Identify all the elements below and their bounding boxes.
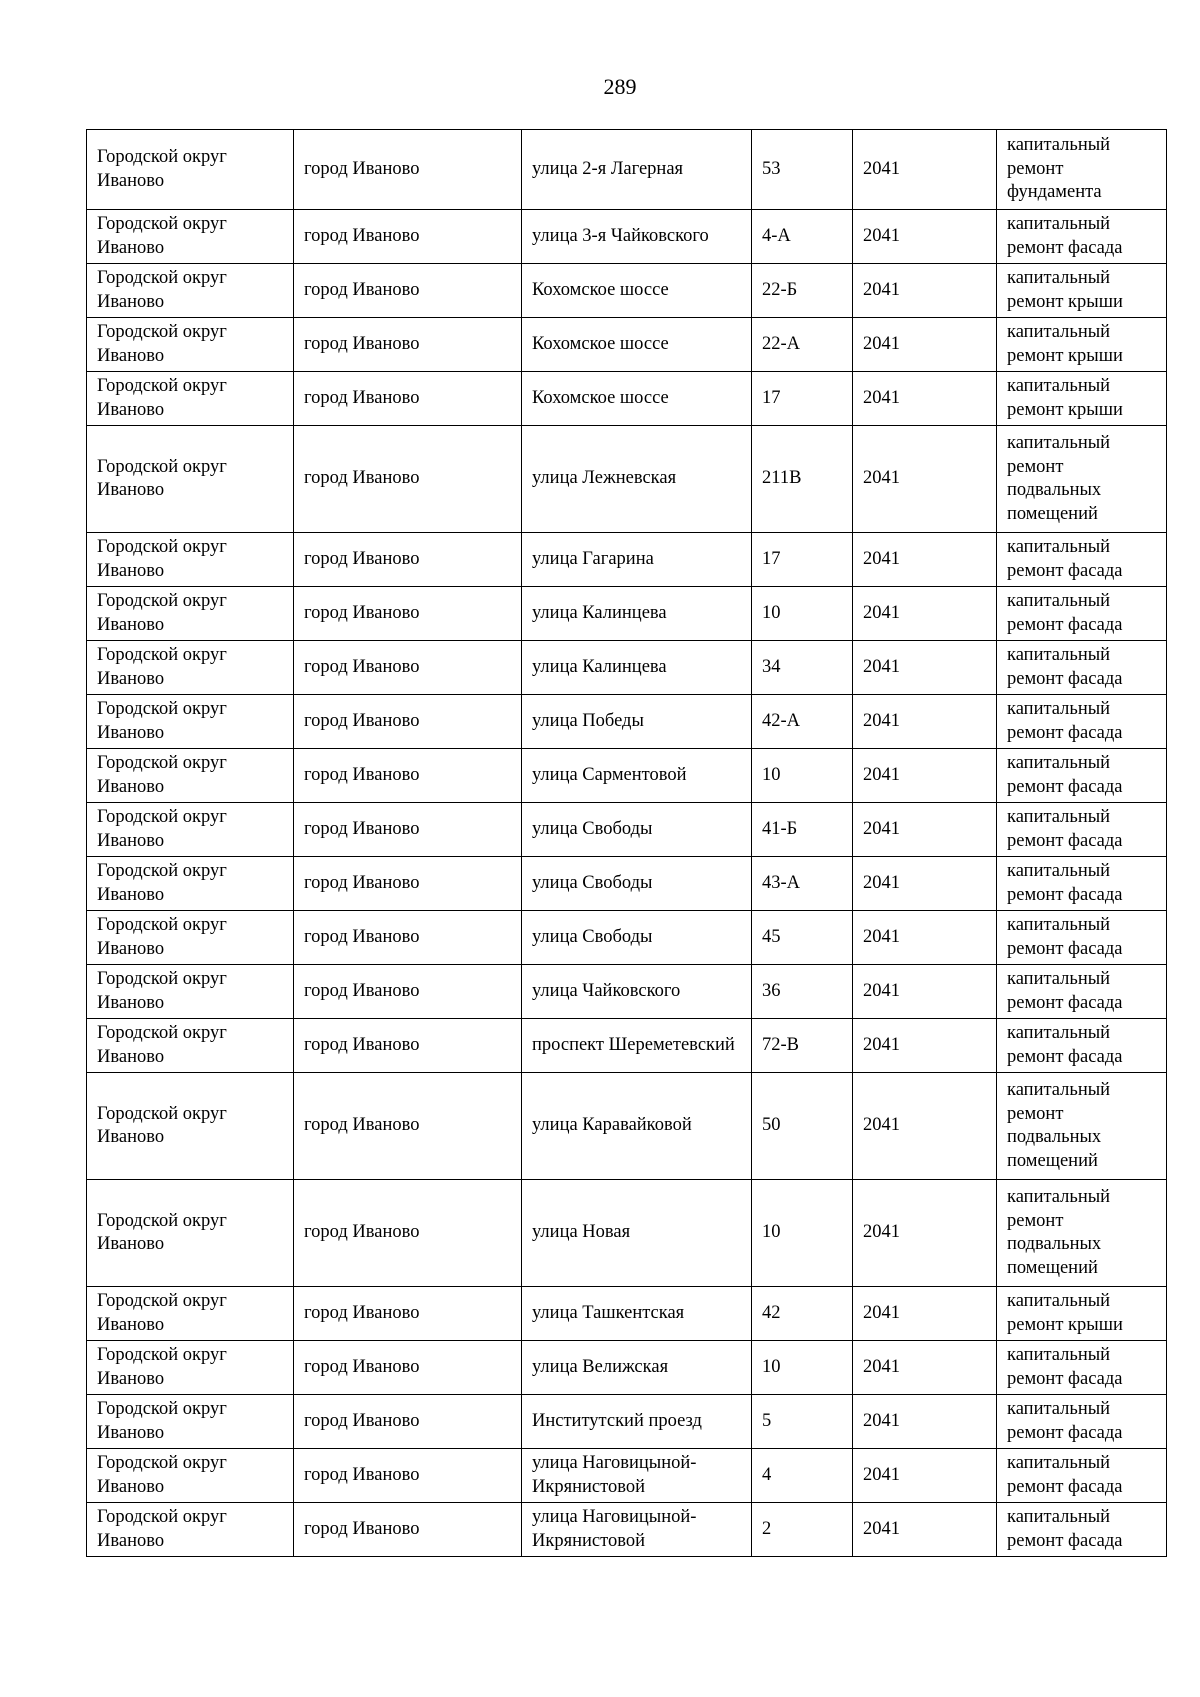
cell-city: город Иваново: [294, 1287, 522, 1341]
cell-year: 2041: [853, 695, 997, 749]
cell-city: город Иваново: [294, 1180, 522, 1287]
cell-city: город Иваново: [294, 1449, 522, 1503]
cell-work-type: капитальный ремонт фундамента: [997, 130, 1167, 210]
cell-house-number: 72-В: [752, 1019, 853, 1073]
cell-street: улица Каравайковой: [522, 1073, 752, 1180]
table-row: [87, 264, 1167, 318]
cell-year: 2041: [853, 587, 997, 641]
cell-year: 2041: [853, 1019, 997, 1073]
table-body: [87, 130, 1167, 1557]
cell-street: улица Гагарина: [522, 533, 752, 587]
cell-year: 2041: [853, 1341, 997, 1395]
cell-district: Городской округ Иваново: [87, 695, 294, 749]
cell-house-number: 36: [752, 965, 853, 1019]
cell-year: 2041: [853, 1180, 997, 1287]
cell-year: 2041: [853, 965, 997, 1019]
cell-city: город Иваново: [294, 857, 522, 911]
cell-work-type: капитальный ремонт фасада: [997, 965, 1167, 1019]
cell-district: Городской округ Иваново: [87, 1341, 294, 1395]
cell-work-type: капитальный ремонт фасада: [997, 749, 1167, 803]
cell-house-number: 10: [752, 587, 853, 641]
cell-house-number: 43-А: [752, 857, 853, 911]
table-row: [87, 1449, 1167, 1503]
cell-district: Городской округ Иваново: [87, 1073, 294, 1180]
table-row: [87, 749, 1167, 803]
cell-district: Городской округ Иваново: [87, 1287, 294, 1341]
cell-street: улица Наговицыной-Икрянистовой: [522, 1503, 752, 1557]
cell-work-type: капитальный ремонт крыши: [997, 264, 1167, 318]
table-row: [87, 1395, 1167, 1449]
cell-house-number: 17: [752, 533, 853, 587]
table-row: [87, 911, 1167, 965]
cell-street: улица Лежневская: [522, 426, 752, 533]
cell-street: улица Сарментовой: [522, 749, 752, 803]
cell-work-type: капитальный ремонт фасада: [997, 695, 1167, 749]
cell-city: город Иваново: [294, 372, 522, 426]
cell-city: город Иваново: [294, 264, 522, 318]
table-row: [87, 318, 1167, 372]
cell-district: Городской округ Иваново: [87, 533, 294, 587]
table-row: [87, 1180, 1167, 1287]
cell-house-number: 50: [752, 1073, 853, 1180]
cell-work-type: капитальный ремонт крыши: [997, 1287, 1167, 1341]
table-row: [87, 695, 1167, 749]
cell-city: город Иваново: [294, 965, 522, 1019]
cell-street: улица Велижская: [522, 1341, 752, 1395]
cell-year: 2041: [853, 803, 997, 857]
cell-year: 2041: [853, 1449, 997, 1503]
cell-house-number: 10: [752, 1180, 853, 1287]
cell-year: 2041: [853, 641, 997, 695]
cell-year: 2041: [853, 1287, 997, 1341]
cell-year: 2041: [853, 210, 997, 264]
cell-street: улица Ташкентская: [522, 1287, 752, 1341]
cell-district: Городской округ Иваново: [87, 1449, 294, 1503]
cell-city: город Иваново: [294, 130, 522, 210]
cell-district: Городской округ Иваново: [87, 210, 294, 264]
cell-city: город Иваново: [294, 426, 522, 533]
cell-city: город Иваново: [294, 1073, 522, 1180]
page-number: 289: [603, 74, 637, 99]
cell-house-number: 42-А: [752, 695, 853, 749]
cell-house-number: 22-А: [752, 318, 853, 372]
cell-street: Институтский проезд: [522, 1395, 752, 1449]
cell-house-number: 10: [752, 749, 853, 803]
cell-city: город Иваново: [294, 533, 522, 587]
cell-district: Городской округ Иваново: [87, 426, 294, 533]
cell-district: Городской округ Иваново: [87, 749, 294, 803]
table-row: [87, 372, 1167, 426]
cell-year: 2041: [853, 533, 997, 587]
cell-city: город Иваново: [294, 210, 522, 264]
cell-street: улица Победы: [522, 695, 752, 749]
table-row: [87, 1287, 1167, 1341]
cell-house-number: 17: [752, 372, 853, 426]
cell-work-type: капитальный ремонт фасада: [997, 210, 1167, 264]
cell-street: улица Свободы: [522, 911, 752, 965]
cell-work-type: капитальный ремонт фасада: [997, 587, 1167, 641]
table-row: [87, 1341, 1167, 1395]
cell-year: 2041: [853, 857, 997, 911]
cell-year: 2041: [853, 264, 997, 318]
table-row: [87, 210, 1167, 264]
cell-house-number: 45: [752, 911, 853, 965]
cell-street: улица Свободы: [522, 857, 752, 911]
cell-district: Городской округ Иваново: [87, 1180, 294, 1287]
cell-house-number: 4: [752, 1449, 853, 1503]
cell-street: улица Наговицыной-Икрянистовой: [522, 1449, 752, 1503]
cell-district: Городской округ Иваново: [87, 372, 294, 426]
table-row: [87, 965, 1167, 1019]
cell-district: Городской округ Иваново: [87, 264, 294, 318]
cell-street: улица 2-я Лагерная: [522, 130, 752, 210]
cell-street: улица Новая: [522, 1180, 752, 1287]
cell-year: 2041: [853, 372, 997, 426]
cell-work-type: капитальный ремонт подвальных помещений: [997, 426, 1167, 533]
cell-district: Городской округ Иваново: [87, 857, 294, 911]
cell-work-type: капитальный ремонт фасада: [997, 641, 1167, 695]
cell-house-number: 211В: [752, 426, 853, 533]
cell-district: Городской округ Иваново: [87, 911, 294, 965]
cell-house-number: 4-А: [752, 210, 853, 264]
table-row: [87, 533, 1167, 587]
cell-city: город Иваново: [294, 695, 522, 749]
cell-house-number: 41-Б: [752, 803, 853, 857]
cell-city: город Иваново: [294, 803, 522, 857]
cell-work-type: капитальный ремонт фасада: [997, 911, 1167, 965]
cell-work-type: капитальный ремонт фасада: [997, 803, 1167, 857]
cell-district: Городской округ Иваново: [87, 318, 294, 372]
cell-district: Городской округ Иваново: [87, 1395, 294, 1449]
cell-district: Городской округ Иваново: [87, 1019, 294, 1073]
table-row: [87, 1503, 1167, 1557]
cell-work-type: капитальный ремонт фасада: [997, 1503, 1167, 1557]
cell-house-number: 5: [752, 1395, 853, 1449]
cell-street: улица 3-я Чайковского: [522, 210, 752, 264]
cell-house-number: 34: [752, 641, 853, 695]
cell-district: Городской округ Иваново: [87, 965, 294, 1019]
cell-work-type: капитальный ремонт фасада: [997, 1449, 1167, 1503]
cell-street: Кохомское шоссе: [522, 264, 752, 318]
cell-year: 2041: [853, 749, 997, 803]
repair-schedule-table: [86, 129, 1167, 1557]
cell-district: Городской округ Иваново: [87, 130, 294, 210]
cell-district: Городской округ Иваново: [87, 803, 294, 857]
cell-street: проспект Шереметевский: [522, 1019, 752, 1073]
cell-house-number: 22-Б: [752, 264, 853, 318]
table-row: [87, 641, 1167, 695]
cell-city: город Иваново: [294, 1395, 522, 1449]
cell-city: город Иваново: [294, 318, 522, 372]
cell-city: город Иваново: [294, 641, 522, 695]
cell-year: 2041: [853, 130, 997, 210]
cell-year: 2041: [853, 911, 997, 965]
cell-district: Городской округ Иваново: [87, 1503, 294, 1557]
cell-city: город Иваново: [294, 1341, 522, 1395]
table-row: [87, 1019, 1167, 1073]
cell-house-number: 53: [752, 130, 853, 210]
cell-work-type: капитальный ремонт фасада: [997, 1341, 1167, 1395]
cell-district: Городской округ Иваново: [87, 641, 294, 695]
cell-street: улица Калинцева: [522, 587, 752, 641]
table-row: [87, 803, 1167, 857]
cell-city: город Иваново: [294, 1503, 522, 1557]
cell-house-number: 42: [752, 1287, 853, 1341]
cell-city: город Иваново: [294, 749, 522, 803]
cell-work-type: капитальный ремонт фасада: [997, 857, 1167, 911]
cell-work-type: капитальный ремонт фасада: [997, 1019, 1167, 1073]
table-row: [87, 130, 1167, 210]
cell-city: город Иваново: [294, 1019, 522, 1073]
cell-city: город Иваново: [294, 911, 522, 965]
cell-year: 2041: [853, 318, 997, 372]
cell-year: 2041: [853, 1073, 997, 1180]
cell-work-type: капитальный ремонт крыши: [997, 318, 1167, 372]
table-row: [87, 587, 1167, 641]
cell-street: улица Чайковского: [522, 965, 752, 1019]
cell-work-type: капитальный ремонт фасада: [997, 533, 1167, 587]
cell-work-type: капитальный ремонт подвальных помещений: [997, 1073, 1167, 1180]
cell-year: 2041: [853, 426, 997, 533]
table-row: [87, 857, 1167, 911]
cell-city: город Иваново: [294, 587, 522, 641]
cell-street: улица Калинцева: [522, 641, 752, 695]
table-row: [87, 1073, 1167, 1180]
cell-house-number: 2: [752, 1503, 853, 1557]
cell-street: Кохомское шоссе: [522, 318, 752, 372]
cell-work-type: капитальный ремонт подвальных помещений: [997, 1180, 1167, 1287]
cell-house-number: 10: [752, 1341, 853, 1395]
cell-year: 2041: [853, 1503, 997, 1557]
cell-work-type: капитальный ремонт крыши: [997, 372, 1167, 426]
cell-street: улица Свободы: [522, 803, 752, 857]
table-row: [87, 426, 1167, 533]
cell-street: Кохомское шоссе: [522, 372, 752, 426]
cell-work-type: капитальный ремонт фасада: [997, 1395, 1167, 1449]
cell-year: 2041: [853, 1395, 997, 1449]
cell-district: Городской округ Иваново: [87, 587, 294, 641]
